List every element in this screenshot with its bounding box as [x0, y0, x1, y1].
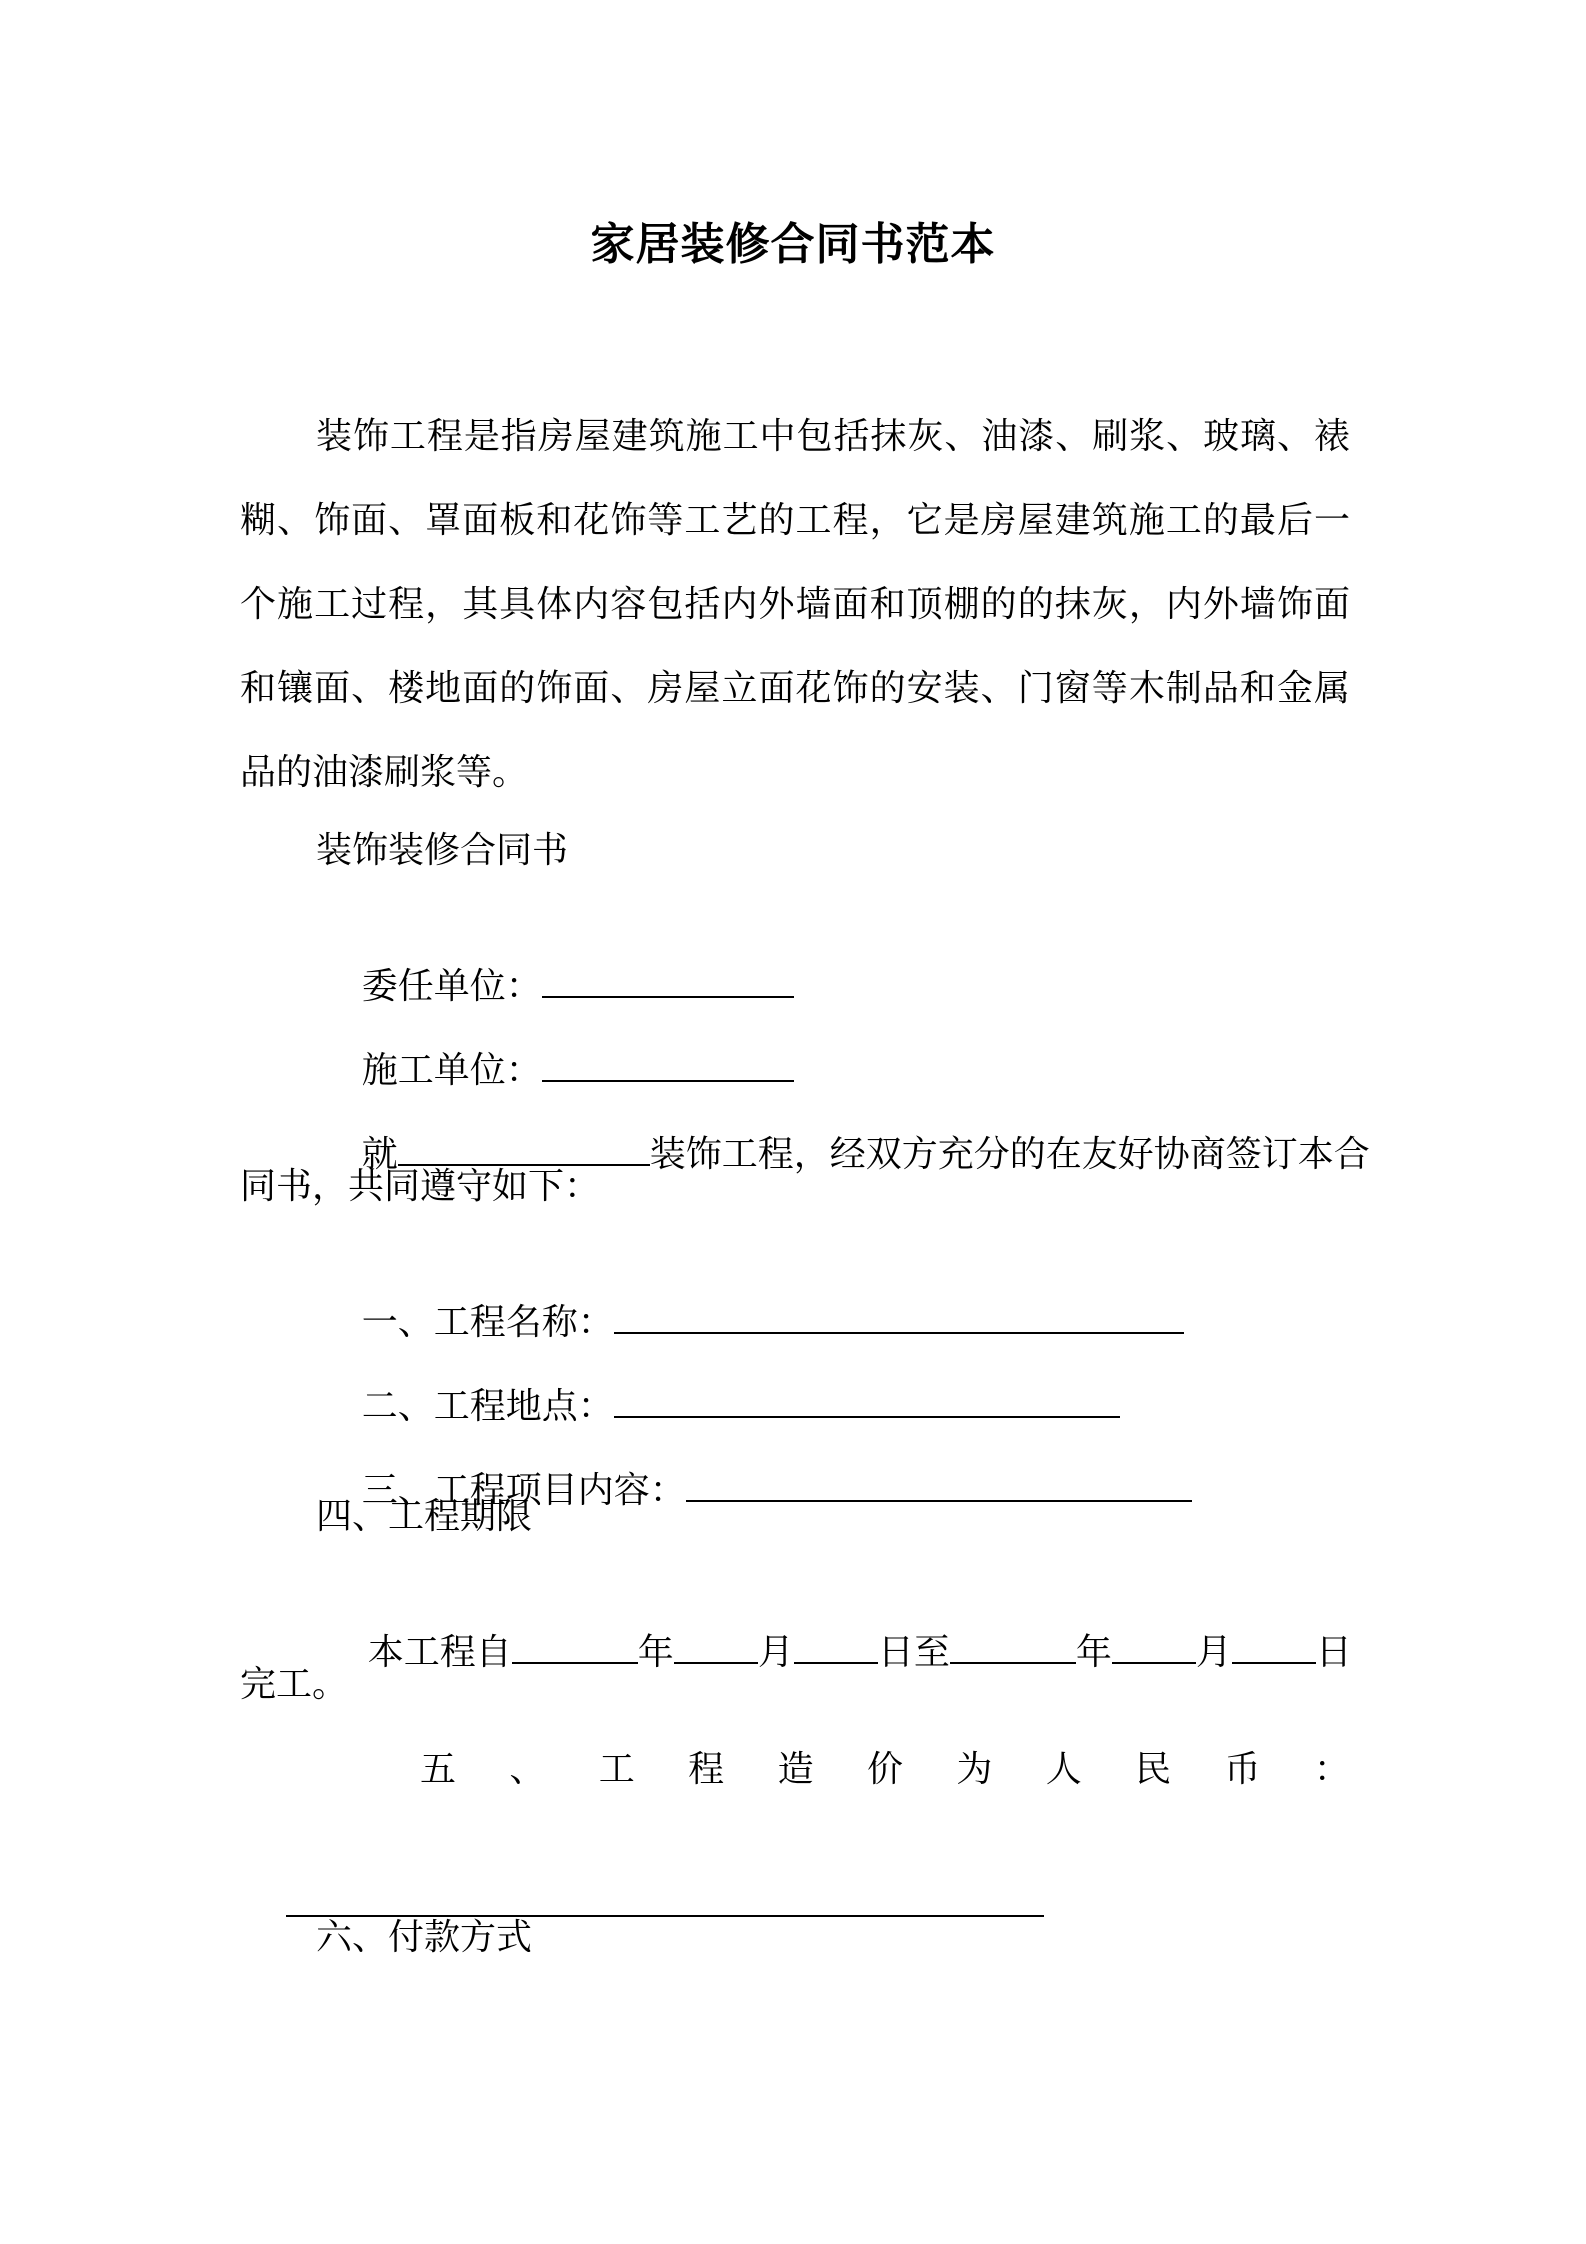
- contract-heading: 装饰装修合同书: [316, 830, 569, 871]
- start-year-blank[interactable]: [512, 1626, 638, 1664]
- start-day-blank[interactable]: [794, 1626, 878, 1664]
- document-title: 家居装修合同书范本: [590, 219, 996, 270]
- end-month-blank[interactable]: [1112, 1626, 1196, 1664]
- client-blank[interactable]: [542, 960, 794, 998]
- period-year2: 年: [1075, 1632, 1112, 1673]
- agreement-suffix: 装饰工程，经双方充分的在友好协商签订本合: [649, 1134, 1370, 1175]
- item2-blank[interactable]: [614, 1380, 1120, 1418]
- period-month2: 月: [1195, 1632, 1232, 1673]
- item4-heading: 四、工程期限: [316, 1496, 533, 1537]
- item5-char: 为: [956, 1749, 993, 1790]
- contractor-blank[interactable]: [542, 1044, 794, 1082]
- item1-label: 一、工程名称：: [361, 1302, 614, 1343]
- period-start: 本工程自: [367, 1632, 512, 1673]
- client-label: 委任单位：: [361, 966, 542, 1007]
- end-day-blank[interactable]: [1232, 1626, 1316, 1664]
- intro-text: 装饰工程是指房屋建筑施工中包括抹灰、油漆、刷浆、玻璃、裱糊、饰面、罩面板和花饰等工艺的工程，它是房屋建筑施工的最后一个施工过程，其具体内容包括内外墙面和顶棚的的抹灰，内外墙饰面和镶面、楼地面的饰面、房屋立面花饰的安装、门窗等木制品和金属品的油漆刷浆等。: [240, 416, 1350, 793]
- contractor-label: 施工单位：: [361, 1050, 542, 1091]
- item5-char: 工: [598, 1749, 635, 1790]
- item5-char: 程: [688, 1749, 725, 1790]
- item2-label: 二、工程地点：: [361, 1386, 614, 1427]
- item5-char: 造: [777, 1749, 814, 1790]
- item3-blank[interactable]: [686, 1464, 1192, 1502]
- item5-char: 、: [509, 1749, 546, 1790]
- item5-char: 五: [420, 1749, 457, 1790]
- period-end: 完工。: [240, 1664, 349, 1705]
- item5-char: 价: [866, 1749, 903, 1790]
- item3-label: 三、工程项目内容：: [361, 1470, 686, 1511]
- period-month: 月: [757, 1632, 794, 1673]
- item6-heading: 六、付款方式: [316, 1917, 533, 1958]
- item1-blank[interactable]: [614, 1296, 1184, 1334]
- end-year-blank[interactable]: [950, 1626, 1076, 1664]
- item5-char: 币: [1224, 1749, 1261, 1790]
- period-day: 日至: [877, 1632, 950, 1673]
- project-blank[interactable]: [398, 1128, 650, 1166]
- agreement-prefix: 就: [361, 1134, 398, 1175]
- price-blank[interactable]: [286, 1879, 1044, 1917]
- period-year: 年: [637, 1632, 674, 1673]
- period-line: [322, 1576, 1352, 1728]
- item5-char: 民: [1135, 1749, 1172, 1790]
- intro-paragraph: [240, 395, 1350, 815]
- item5-char: ：: [1313, 1749, 1350, 1790]
- item5-char: 人: [1045, 1749, 1082, 1790]
- item5-heading: [420, 1745, 1350, 1795]
- start-month-blank[interactable]: [674, 1626, 758, 1664]
- period-day2: 日: [1315, 1632, 1352, 1673]
- item3-field: [316, 1414, 1192, 1566]
- agreement-line-2: 同书，共同遵守如下：: [240, 1166, 601, 1207]
